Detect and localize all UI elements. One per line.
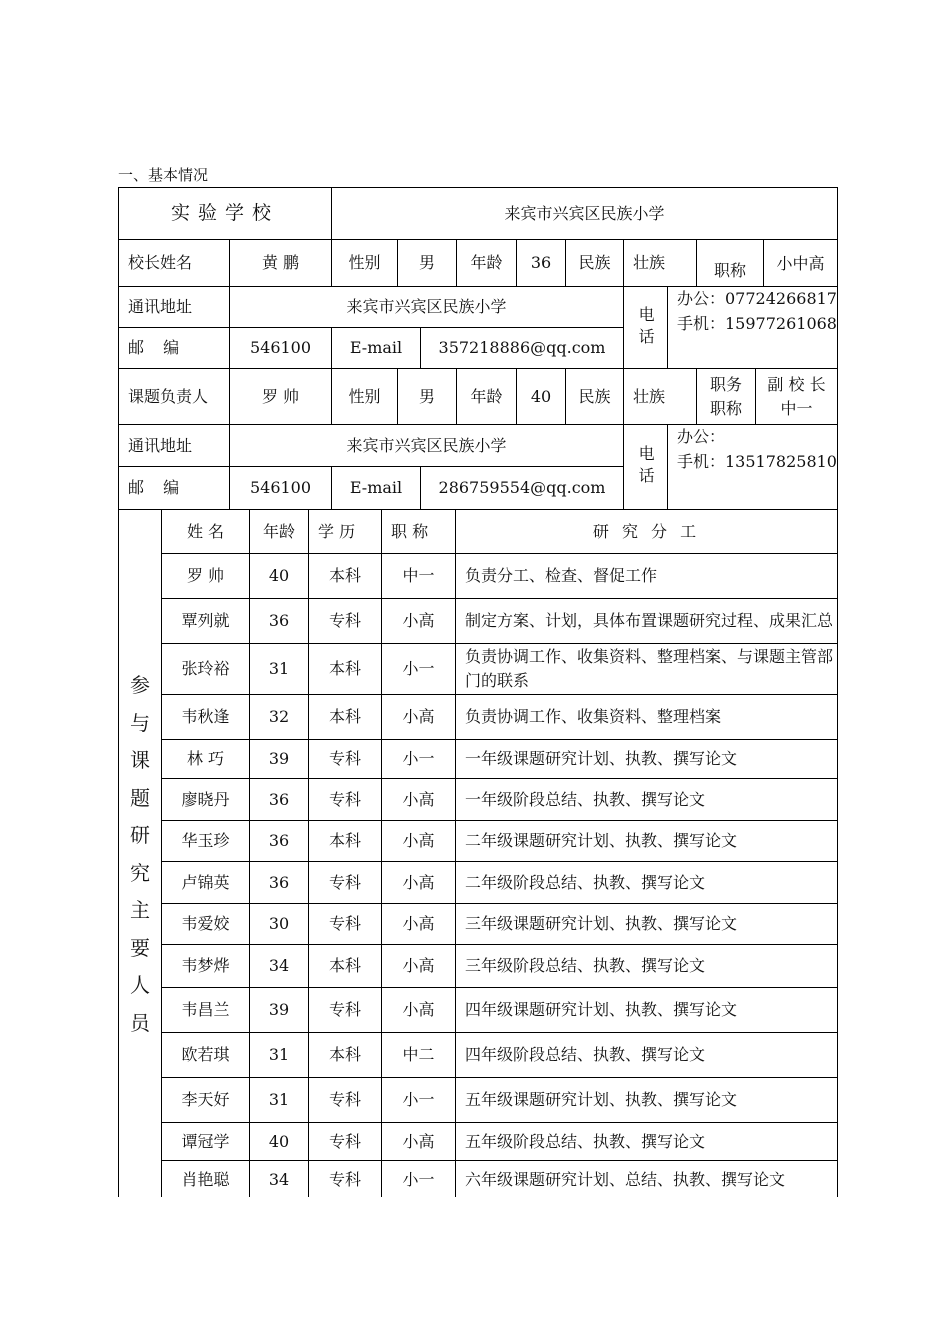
leader-ethnicity-label: 民族 bbox=[565, 368, 624, 425]
members-header-age: 年龄 bbox=[249, 509, 309, 554]
member-title-cell: 小高 bbox=[381, 694, 456, 740]
principal-phone-label-text: 电话 bbox=[636, 305, 656, 350]
member-title-cell: 小一 bbox=[381, 739, 456, 779]
member-age-cell: 36 bbox=[249, 820, 309, 862]
member-age-cell: 31 bbox=[249, 1077, 309, 1123]
leader-age-label: 年龄 bbox=[456, 368, 517, 425]
leader-duty-2: 中一 bbox=[780, 398, 813, 418]
leader-mobile-phone: 手机：13517825810 bbox=[677, 452, 837, 472]
member-name-cell: 覃列就 bbox=[161, 598, 250, 644]
member-name-cell: 廖晓丹 bbox=[161, 778, 250, 821]
members-header-name: 姓 名 bbox=[161, 509, 250, 554]
member-title-cell: 小高 bbox=[381, 987, 456, 1033]
member-edu-cell: 专科 bbox=[308, 598, 382, 644]
principal-title bbox=[763, 239, 838, 287]
member-age-cell: 36 bbox=[249, 778, 309, 821]
member-name-cell: 林 巧 bbox=[161, 739, 250, 779]
member-role-cell: 负责分工、检查、督促工作 bbox=[455, 553, 838, 599]
member-role-cell: 一年级课题研究计划、执教、撰写论文 bbox=[455, 739, 838, 779]
member-name-cell: 欧若琪 bbox=[161, 1032, 250, 1078]
members-side-label-char: 题 bbox=[130, 785, 150, 810]
leader-gender: 男 bbox=[397, 368, 457, 425]
member-edu-cell: 本科 bbox=[308, 694, 382, 740]
member-edu-cell: 本科 bbox=[308, 820, 382, 862]
member-role-cell: 四年级课题研究计划、执教、撰写论文 bbox=[455, 987, 838, 1033]
member-edu-cell: 专科 bbox=[308, 739, 382, 779]
principal-email-label: E-mail bbox=[331, 327, 421, 369]
leader-ethnicity: 壮族 bbox=[623, 368, 697, 425]
member-edu-cell: 专科 bbox=[308, 903, 382, 945]
member-role-cell: 三年级课题研究计划、执教、撰写论文 bbox=[455, 903, 838, 945]
member-edu-cell: 本科 bbox=[308, 944, 382, 988]
leader-postcode: 546100 bbox=[229, 466, 332, 510]
school-label: 实验学校 bbox=[118, 187, 332, 240]
members-header-role: 研 究 分 工 bbox=[455, 509, 838, 554]
leader-phone-label bbox=[623, 424, 668, 510]
members-side-label-char: 要 bbox=[130, 935, 150, 960]
member-age-cell: 31 bbox=[249, 1032, 309, 1078]
principal-age: 36 bbox=[516, 239, 566, 287]
member-role-cell: 五年级阶段总结、执教、撰写论文 bbox=[455, 1122, 838, 1161]
members-side-label-char: 究 bbox=[130, 860, 150, 885]
leader-duty bbox=[755, 368, 838, 425]
leader-duty-label-1: 职务 bbox=[709, 375, 742, 395]
principal-phone-values bbox=[667, 286, 838, 369]
member-title-cell: 小高 bbox=[381, 861, 456, 904]
principal-ethnicity-label: 民族 bbox=[565, 239, 624, 287]
member-name-cell: 肖艳聪 bbox=[161, 1160, 250, 1200]
members-side-label-char: 主 bbox=[130, 898, 150, 922]
principal-age-label: 年龄 bbox=[456, 239, 517, 287]
member-role-cell: 负责协调工作、收集资料、整理档案、与课题主管部门的联系 bbox=[455, 643, 838, 695]
member-role-cell: 负责协调工作、收集资料、整理档案 bbox=[455, 694, 838, 740]
member-name-cell: 卢锦英 bbox=[161, 861, 250, 904]
section-title: 一、基本情况 bbox=[118, 166, 209, 184]
member-age-cell: 39 bbox=[249, 987, 309, 1033]
principal-address: 来宾市兴宾区民族小学 bbox=[229, 286, 624, 328]
member-role-cell: 四年级阶段总结、执教、撰写论文 bbox=[455, 1032, 838, 1078]
principal-phone-label bbox=[623, 286, 668, 369]
member-age-cell: 31 bbox=[249, 643, 309, 695]
member-name-cell: 李天好 bbox=[161, 1077, 250, 1123]
principal-mobile-phone: 手机：15977261068 bbox=[677, 314, 837, 334]
member-title-cell: 小高 bbox=[381, 598, 456, 644]
principal-email: 357218886@qq.com bbox=[420, 327, 624, 369]
member-title-cell: 小一 bbox=[381, 643, 456, 695]
member-role-cell: 二年级课题研究计划、执教、撰写论文 bbox=[455, 820, 838, 862]
leader-name-label: 课题负责人 bbox=[118, 368, 230, 425]
leader-duty-1: 副 校 长 bbox=[767, 375, 826, 395]
member-age-cell: 36 bbox=[249, 598, 309, 644]
principal-office-phone: 办公：07724266817 bbox=[677, 289, 837, 308]
member-name-cell: 韦爱姣 bbox=[161, 903, 250, 945]
member-title-cell: 小高 bbox=[381, 820, 456, 862]
member-name-cell: 韦梦烨 bbox=[161, 944, 250, 988]
member-age-cell: 40 bbox=[249, 1122, 309, 1161]
leader-phone-values bbox=[667, 424, 838, 510]
member-edu-cell: 专科 bbox=[308, 1122, 382, 1161]
member-title-cell: 小一 bbox=[381, 1077, 456, 1123]
member-name-cell: 韦昌兰 bbox=[161, 987, 250, 1033]
members-side-label-char: 课 bbox=[130, 748, 150, 772]
member-age-cell: 39 bbox=[249, 739, 309, 779]
school-value: 来宾市兴宾区民族小学 bbox=[331, 187, 838, 240]
member-title-cell: 小一 bbox=[381, 1160, 456, 1200]
member-name-cell: 罗 帅 bbox=[161, 553, 250, 599]
member-edu-cell: 专科 bbox=[308, 778, 382, 821]
members-side-label-char: 参 bbox=[130, 673, 150, 697]
member-age-cell: 30 bbox=[249, 903, 309, 945]
leader-age: 40 bbox=[516, 368, 566, 425]
principal-name-label: 校长姓名 bbox=[118, 239, 230, 287]
leader-postcode-label: 邮 编 bbox=[118, 466, 230, 510]
member-name-cell: 谭冠学 bbox=[161, 1122, 250, 1161]
member-edu-cell: 专科 bbox=[308, 1160, 382, 1200]
member-age-cell: 40 bbox=[249, 553, 309, 599]
member-title-cell: 小高 bbox=[381, 1122, 456, 1161]
members-side-label bbox=[118, 509, 162, 1200]
leader-name: 罗 帅 bbox=[229, 368, 332, 425]
member-name-cell: 韦秋逢 bbox=[161, 694, 250, 740]
member-title-cell: 中一 bbox=[381, 553, 456, 599]
principal-title-label bbox=[696, 239, 764, 287]
principal-name: 黄 鹏 bbox=[229, 239, 332, 287]
leader-office-phone: 办公： bbox=[677, 427, 726, 446]
member-role-cell: 三年级阶段总结、执教、撰写论文 bbox=[455, 944, 838, 988]
members-header-edu: 学 历 bbox=[308, 509, 382, 554]
members-side-label-char: 员 bbox=[130, 1010, 150, 1035]
leader-email-label: E-mail bbox=[331, 466, 421, 510]
principal-postcode-label: 邮 编 bbox=[118, 327, 230, 369]
member-name-cell: 华玉珍 bbox=[161, 820, 250, 862]
principal-gender: 男 bbox=[397, 239, 457, 287]
member-title-cell: 小高 bbox=[381, 778, 456, 821]
leader-phone-label-text: 电话 bbox=[636, 445, 656, 489]
member-edu-cell: 本科 bbox=[308, 643, 382, 695]
leader-email: 286759554@qq.com bbox=[420, 466, 624, 510]
leader-duty-label bbox=[696, 368, 756, 425]
member-title-cell: 中二 bbox=[381, 1032, 456, 1078]
leader-gender-label: 性别 bbox=[331, 368, 398, 425]
member-age-cell: 32 bbox=[249, 694, 309, 740]
principal-postcode: 546100 bbox=[229, 327, 332, 369]
principal-address-label: 通讯地址 bbox=[118, 286, 230, 328]
member-role-cell: 二年级阶段总结、执教、撰写论文 bbox=[455, 861, 838, 904]
member-title-cell: 小高 bbox=[381, 903, 456, 945]
member-age-cell: 36 bbox=[249, 861, 309, 904]
member-edu-cell: 专科 bbox=[308, 987, 382, 1033]
member-edu-cell: 本科 bbox=[308, 1032, 382, 1078]
leader-address: 来宾市兴宾区民族小学 bbox=[229, 424, 624, 467]
members-side-label-char: 人 bbox=[130, 973, 150, 997]
principal-title-label-text: 职称 bbox=[713, 260, 746, 280]
member-role-cell: 六年级课题研究计划、总结、执教、撰写论文 bbox=[455, 1160, 838, 1200]
principal-ethnicity: 壮族 bbox=[623, 239, 697, 287]
page-cutoff bbox=[118, 1197, 838, 1200]
member-role-cell: 一年级阶段总结、执教、撰写论文 bbox=[455, 778, 838, 821]
members-header-title: 职 称 bbox=[381, 509, 456, 554]
members-side-label-char: 与 bbox=[130, 710, 150, 735]
member-role-cell: 五年级课题研究计划、执教、撰写论文 bbox=[455, 1077, 838, 1123]
leader-address-label: 通讯地址 bbox=[118, 424, 230, 467]
member-name-cell: 张玲裕 bbox=[161, 643, 250, 695]
member-age-cell: 34 bbox=[249, 1160, 309, 1200]
member-title-cell: 小高 bbox=[381, 944, 456, 988]
leader-duty-label-2: 职称 bbox=[709, 398, 742, 418]
principal-title-text: 小中高 bbox=[776, 254, 825, 273]
members-side-label-char: 研 bbox=[130, 823, 150, 847]
member-age-cell: 34 bbox=[249, 944, 309, 988]
member-edu-cell: 专科 bbox=[308, 1077, 382, 1123]
member-edu-cell: 本科 bbox=[308, 553, 382, 599]
principal-gender-label: 性别 bbox=[331, 239, 398, 287]
member-edu-cell: 专科 bbox=[308, 861, 382, 904]
member-role-cell: 制定方案、计划，具体布置课题研究过程、成果汇总 bbox=[455, 598, 838, 644]
